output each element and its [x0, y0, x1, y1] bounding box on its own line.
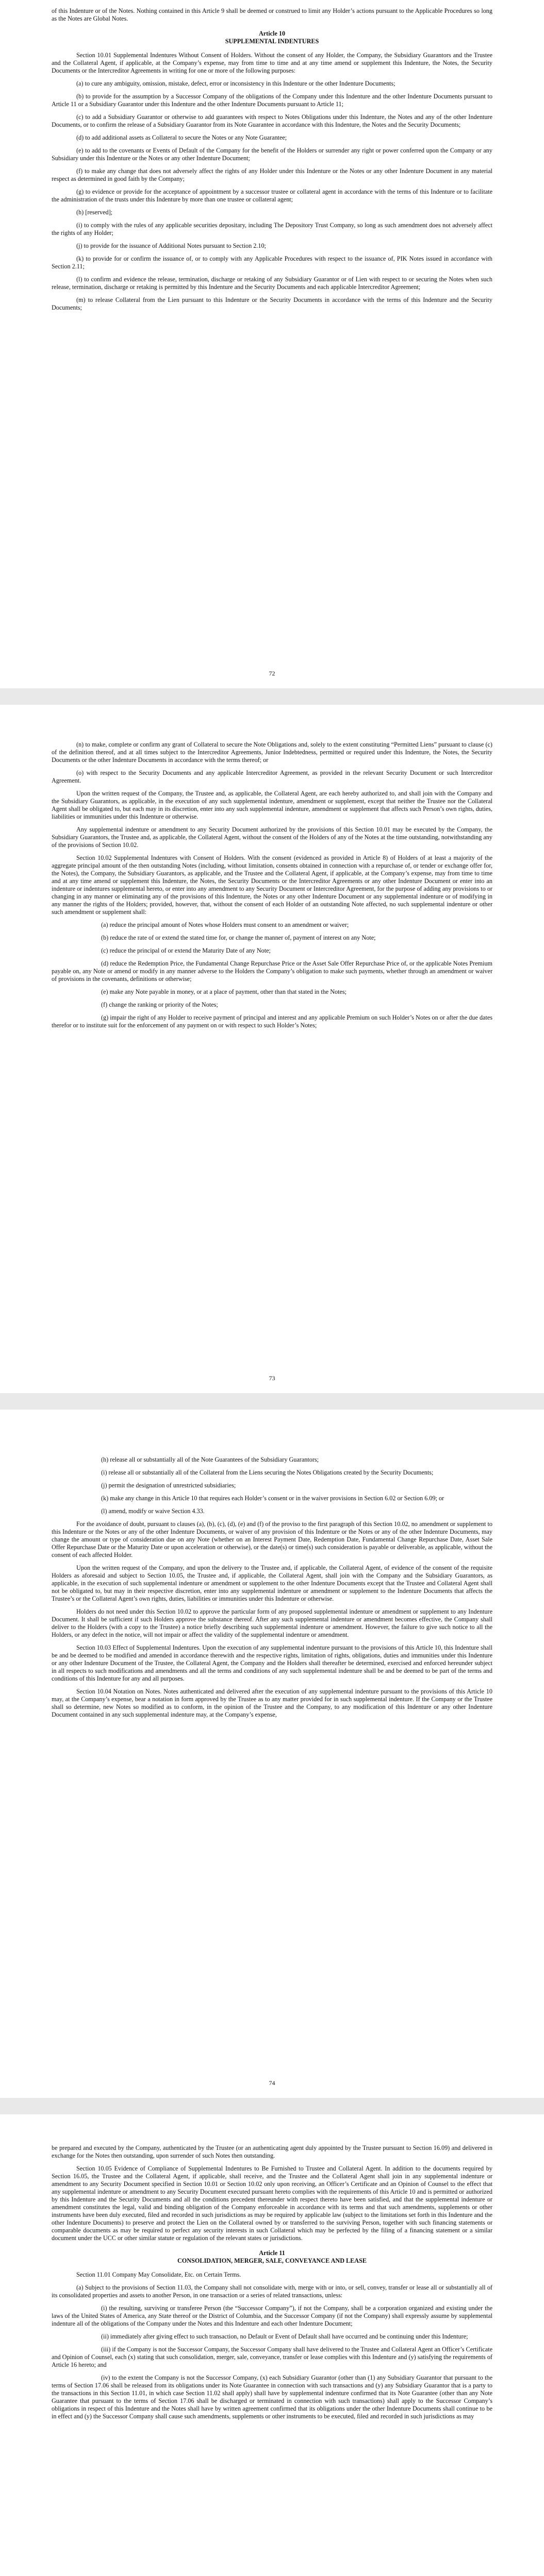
section-11-01: Section 11.01 Company May Consolidate, Etc. on Certain Terms.	[76, 2271, 241, 2278]
intro-paragraph: of this Indenture or of the Notes. Nothing contained in this Article 9 shall be deemed or construed to limit any Holder’s actions pursuant to the Applicable Procedures so long as the Notes are Global Notes.	[52, 7, 492, 22]
section-10-02: Section 10.02 Supplemental Indentures with Consent of Holders. With the consent (evidenced as provided in Article 8) of Holders of at least a majority of the aggregate principal amount of the then outstanding Notes (including, without limitation, consents obtained in connection with a repurchase of, or tender or exchange offer for, the Notes), the Company, the Subsidiary Guarantors, as applicable, and the Trustee and the Collateral Agent, if applicable, at the Company’s expense, may from time to time and at any time amend or supplement this Indenture, the Notes, the Security Documents or the Intercreditor Agreements or any other Indenture Document or enter into an indenture or indentures supplemental hereto, or enter into any amendment to any Security Document or Intercreditor Agreement, for the purpose of adding any provisions to or changing in any manner or eliminating any of the provisions of this Indenture, the Notes or any other Indenture Document or any supplemental indenture or of modifying in any manner the rights of the Holders; provided, however, that, without the consent of each Holder of an outstanding Note affected, no such supplemental indenture or other such amendment or supplement shall:	[52, 854, 492, 916]
page-number: 73	[269, 1375, 275, 1382]
clause-c: (c) reduce the principal of or extend the Maturity Date of any Note;	[101, 947, 271, 954]
clause-i: (i) the resulting, surviving or transferee Person (the “Successor Company”), if not the Company, shall be a corporation organized and existing under the laws of the United States of America, any State thereof or the District of Columbia, and the Successor Company (if not the Company) shall expressly assume by supplemental indenture all of the obligations of the Company under the Notes and this Indenture and each other Indenture Document;	[52, 2304, 492, 2327]
clause-a: (a) Subject to the provisions of Section 11.03, the Company shall not consolidate with, merge with or into, or sell, convey, transfer or lease all or substantially all of its consolidated properties and assets to another Person, in one transaction or a series of related transactions, unless:	[52, 2284, 492, 2299]
clause-a: (a) reduce the principal amount of Notes whose Holders must consent to an amendment or waiver;	[101, 921, 349, 928]
article-10-number: Article 10	[258, 30, 286, 37]
page-number: 72	[269, 670, 275, 677]
clause-e: (e) to add to the covenants or Events of Default of the Company for the benefit of the Holders or surrender any right or power conferred upon the Company or any Subsidiary under this Indenture or the Notes or any other Indenture Document;	[52, 147, 492, 162]
clause-c: (c) to add a Subsidiary Guarantor or otherwise to add guarantees with respect to Notes Obligations under this Indenture, the Notes and any of the other Indenture Documents, or to confirm the release of a Subsidiary Guarantor from its Note Guarantee in accordance with this Indenture, the Notes and the Security Documents;	[52, 113, 492, 128]
clause-f: (f) to make any change that does not adversely affect the rights of any Holder under this Indenture or the Notes or any other Indenture Document in any material respect as determined in good faith by the Company;	[52, 167, 492, 182]
clause-g: (g) to evidence or provide for the acceptance of appointment by a successor trustee or collateral agent in accordance with the terms of this Indenture or to facilitate the administration of the trusts under this Indenture by more than one trustee or collateral agent;	[52, 188, 492, 203]
clause-b: (b) reduce the rate of or extend the stated time for, or change the manner of, payment of interest on any Note;	[101, 934, 376, 941]
document-page-75	[0, 2114, 544, 2576]
page-separator	[0, 1393, 544, 1410]
clause-a: (a) to cure any ambiguity, omission, mistake, defect, error or inconsistency in this Indenture or the other Indenture Documents;	[76, 80, 395, 87]
article-10-title: SUPPLEMENTAL INDENTURES	[225, 38, 319, 45]
clause-o: (o) with respect to the Security Documents and any applicable Intercreditor Agreement, as provided in the relevant Security Document or such Intercreditor Agreement.	[52, 769, 492, 784]
clause-d: (d) reduce the Redemption Price, the Fundamental Change Repurchase Price or the Asset Sale Offer Repurchase Price of, or the applicable Notes Premium payable on, any Note or amend or modify in any manner adverse to the Holders the Company’s obligation to make such payments, whether through an amendment or waiver of provisions in the covenants, definitions or otherwise;	[52, 960, 492, 982]
article-10-heading	[52, 30, 492, 45]
clause-d: (d) to add additional assets as Collateral to secure the Notes or any Note Guarantee;	[76, 134, 287, 141]
article-11-title: CONSOLIDATION, MERGER, SALE, CONVEYANCE AND LEASE	[177, 2257, 367, 2264]
clause-h: (h) [reserved];	[76, 209, 113, 216]
page-number: 74	[269, 2079, 275, 2087]
any-supplemental-paragraph: Any supplemental indenture or amendment to any Security Document authorized by the provisions of this Section 10.01 may be executed by the Company, the Subsidiary Guarantors, the Trustee and, as applicable, the Collateral Agent, without the consent of the Holders of any of the Notes at the time outstanding, notwithstanding any of the provisions of Section 10.02.	[52, 826, 492, 849]
section-10-01: Section 10.01 Supplemental Indentures Without Consent of Holders. Without the consent of any Holder, the Company, the Subsidiary Guarantors and the Trustee and the Collateral Agent, if applicable, at the Company’s expense, may from time to time and at any time amend or supplement this Indenture, the Notes, the Security Documents or the Intercreditor Agreements in writing for one or more of the following purposes:	[52, 52, 492, 74]
clause-m: (m) to release Collateral from the Lien pursuant to this Indenture or the Security Documents in accordance with the terms of this Indenture and the Security Documents;	[52, 296, 492, 311]
clause-ii: (ii) immediately after giving effect to such transaction, no Default or Event of Default shall have occurred and be continuing under this Indenture;	[101, 2333, 468, 2340]
clause-j: (j) permit the designation of unrestricted subsidiaries;	[101, 1482, 236, 1489]
document-page-72	[0, 0, 544, 688]
avoidance-paragraph: For the avoidance of doubt, pursuant to clauses (a), (b), (c), (d), (e) and (f) of the proviso to the first paragraph of this Section 10.02, no amendment or supplement to this Indenture or the Notes or any of the other Indenture Documents, or waiver of any provision of this Indenture or the Notes or any of the other Indenture Documents, may change the amount or type of consideration due on any Note (whether on an Interest Payment Date, Redemption Date, Fundamental Change Repurchase Date, Asset Sale Offer Repurchase Date or the Maturity Date or upon acceleration or otherwise), or the date(s) or time(s) such consideration is payable or deliverable, as applicable, without the consent of each affected Holder.	[52, 1520, 492, 1558]
upon-request-paragraph: Upon the written request of the Company, the Trustee and, as applicable, the Collateral Agent, are each hereby authorized to, and shall join with the Company and the Subsidiary Guarantors, as applicable, in the execution of any such supplemental indenture, amendment or supplement, except that neither the Trustee nor the Collateral Agent shall be obligated to, but each may in its discretion, enter into any such supplemental indenture, amendment or supplement that affects such Person’s own rights, duties, liabilities or immunities under this Indenture or otherwise.	[52, 790, 492, 820]
clause-iii: (iii) if the Company is not the Successor Company, the Successor Company shall have delivered to the Trustee and Collateral Agent an Officer’s Certificate and Opinion of Counsel, each (x) stating that such consolidation, merger, sale, conveyance, transfer or lease complies with this Indenture and (y) satisfying the requirements of Article 16 hereto; and	[52, 2346, 492, 2368]
article-11-number: Article 11	[259, 2249, 285, 2257]
clause-j: (j) to provide for the issuance of Additional Notes pursuant to Section 2.10;	[76, 242, 266, 249]
clause-f: (f) change the ranking or priority of the Notes;	[101, 1001, 218, 1008]
article-11-heading	[52, 2249, 492, 2265]
clause-h: (h) release all or substantially all of the Note Guarantees of the Subsidiary Guarantors;	[101, 1456, 319, 1463]
clause-k: (k) make any change in this Article 10 that requires each Holder’s consent or in the waiver provisions in Section 6.02 or Section 6.09; or	[101, 1495, 444, 1502]
clause-i: (i) to comply with the rules of any applicable securities depositary, including The Depository Trust Company, so long as such amendment does not adversely affect the rights of any Holder;	[52, 222, 492, 236]
clause-l: (l) amend, modify or waive Section 4.33.	[101, 1507, 205, 1515]
holders-paragraph: Holders do not need under this Section 10.02 to approve the particular form of any proposed supplemental indenture or amendment or supplement to any Indenture Document. It shall be sufficient if such Holders approve the substance thereof. After any such supplemental indenture or amendment becomes effective, the Company shall deliver to the Holders (with a copy to the Trustee) a notice briefly describing such supplemental indenture or amendment. However, the failure to give such notice to all the Holders, or any defect in the notice, will not impair or affect the validity of the supplemental indenture or amendment.	[52, 1608, 492, 1638]
document-page-74	[0, 1410, 544, 2098]
clause-n: (n) to make, complete or confirm any grant of Collateral to secure the Note Obligations and, solely to the extent constituting “Permitted Liens” pursuant to clause (c) of the definition thereof, and at all times subject to the Intercreditor Agreements, Junior Indebtedness, permitted or required under this Indenture, the Notes, the Security Documents or the other Indenture Documents in accordance with the terms thereof; or	[52, 741, 492, 764]
clause-g: (g) impair the right of any Holder to receive payment of principal and interest and any applicable Premium on such Holder’s Notes on or after the due dates therefor or to institute suit for the enforcement of any payment on or with respect to such Holder’s Notes;	[52, 1014, 492, 1029]
section-10-03: Section 10.03 Effect of Supplemental Indentures. Upon the execution of any supplemental indenture pursuant to the provisions of this Article 10, this Indenture shall be and be deemed to be modified and amended in accordance therewith and the respective rights, limitation of rights, obligations, duties and immunities under this Indenture or any other Indenture Document of the Trustee, the Collateral Agent, the Company and the Holders shall thereafter be determined, exercised and enforced hereunder subject in all respects to such modifications and amendments and all the terms and conditions of any such supplemental indenture shall be and be deemed to be part of the terms and conditions of this Indenture for any and all purposes.	[52, 1644, 492, 1682]
clause-b: (b) to provide for the assumption by a Successor Company of the obligations of the Company under this Indenture and the other Indenture Documents pursuant to Article 11 or a Subsidiary Guarantor under this Indenture and the other Indenture Documents pursuant to Article 11;	[52, 93, 492, 108]
section-10-04: Section 10.04 Notation on Notes. Notes authenticated and delivered after the execution of any supplemental indenture pursuant to the provisions of this Article 10 may, at the Company’s expense, bear a notation in form approved by the Trustee as to any matter provided for in such supplemental indenture. If the Company or the Trustee shall so determine, new Notes so modified as to conform, in the opinion of the Trustee and the Company, to any modification of this Indenture or any other Indenture Document contained in any such supplemental indenture may, at the Company’s expense,	[52, 1688, 492, 1718]
page-separator	[0, 2098, 544, 2114]
document-page-73	[0, 705, 544, 1393]
clause-e: (e) make any Note payable in money, or at a place of payment, other than that stated in the Notes;	[101, 988, 347, 995]
page-separator	[0, 688, 544, 705]
clause-l: (l) to confirm and evidence the release, termination, discharge or retaking of any Subsidiary Guarantor or of Lien with respect to or securing the Notes when such release, termination, discharge or retaking is permitted by this Indenture and the Security Documents and each applicable Intercreditor Agreement;	[52, 276, 492, 291]
upon-request-paragraph: Upon the written request of the Company, and upon the delivery to the Trustee and, if applicable, the Collateral Agent, of evidence of the consent of the requisite Holders as aforesaid and subject to Section 10.05, the Trustee and, if applicable, the Collateral Agent, shall join with the Company and the Subsidiary Guarantors, as applicable, in the execution of such supplemental indenture or amendment or supplement to the other Indenture Documents except that the Trustee and Collateral Agent shall not be obligated to, but may in their respective discretion, enter into any supplemental indenture or amendment or supplement to the Indenture Documents that affects the Trustee’s or the Collateral Agent’s own rights, duties, liabilities or immunities under this Indenture or otherwise.	[52, 1564, 492, 1602]
continuation-paragraph: be prepared and executed by the Company, authenticated by the Trustee (or an authenticating agent duly appointed by the Trustee pursuant to Section 16.09) and delivered in exchange for the Notes then outstanding, upon surrender of such Notes then outstanding.	[52, 2144, 492, 2159]
clause-i: (i) release all or substantially all of the Collateral from the Liens securing the Notes Obligations created by the Security Documents;	[101, 1469, 434, 1476]
section-10-05: Section 10.05 Evidence of Compliance of Supplemental Indentures to Be Furnished to Trustee and Collateral Agent. In addition to the documents required by Section 16.05, the Trustee and the Collateral Agent, if applicable, shall receive, and the Trustee and the Collateral Agent shall join in any supplemental indenture or amendment to any Security Document specified in Section 10.01 or Section 10.02 only upon receiving, an Officer’s Certificate and an Opinion of Counsel to the effect that any supplemental indenture or amendment to any Security Document executed pursuant hereto complies with the requirements of this Article 10 and is permitted or authorized by this Indenture and the Security Documents and all the conditions precedent thereunder with respect thereto have been satisfied, and that the supplemental indenture or amendment constitutes the legal, valid and binding obligation of the Company enforceable in accordance with its terms and that such amendments, supplements or other instruments have been duly executed, filed and recorded in such jurisdictions as may be required by applicable law (subject to the limitations set forth in this Indenture and the other Indenture Documents) to preserve and protect the Lien on the Collateral owned by or transferred to the surviving Person, together with such financing statements or comparable documents as may be required to perfect any security interests in such Collateral which may be perfected by the filing of a financing statement or a similar document under the UCC or other similar statute or regulation of the relevant states or jurisdictions.	[52, 2165, 492, 2242]
clause-iv: (iv) to the extent the Company is not the Successor Company, (x) each Subsidiary Guarantor (other than (1) any Subsidiary Guarantor that pursuant to the terms of Section 17.06 shall be released from its obligations under its Note Guarantee in connection with such transactions and (y) any Subsidiary Guarantor that is a party to the transactions in this Section 11.01, in which case Section 11.02 shall apply) shall have by supplemental indenture confirmed that its Note Guarantee (other than any Note Guarantee that pursuant to the terms of Section 17.06 shall be discharged or terminated in connection with such transactions) shall apply to the Successor Company’s obligations in respect of this Indenture and the Notes shall have by written agreement confirmed that its obligations under the other Indenture Documents shall continue to be in effect and (y) the Successor Company shall cause such amendments, supplements or other instruments to be executed, filed and recorded in such jurisdictions as may	[52, 2374, 492, 2420]
clause-k: (k) to provide for or confirm the issuance of, or to comply with any Applicable Procedures with respect to the issuance of, PIK Notes issued in accordance with Section 2.11;	[52, 255, 492, 270]
